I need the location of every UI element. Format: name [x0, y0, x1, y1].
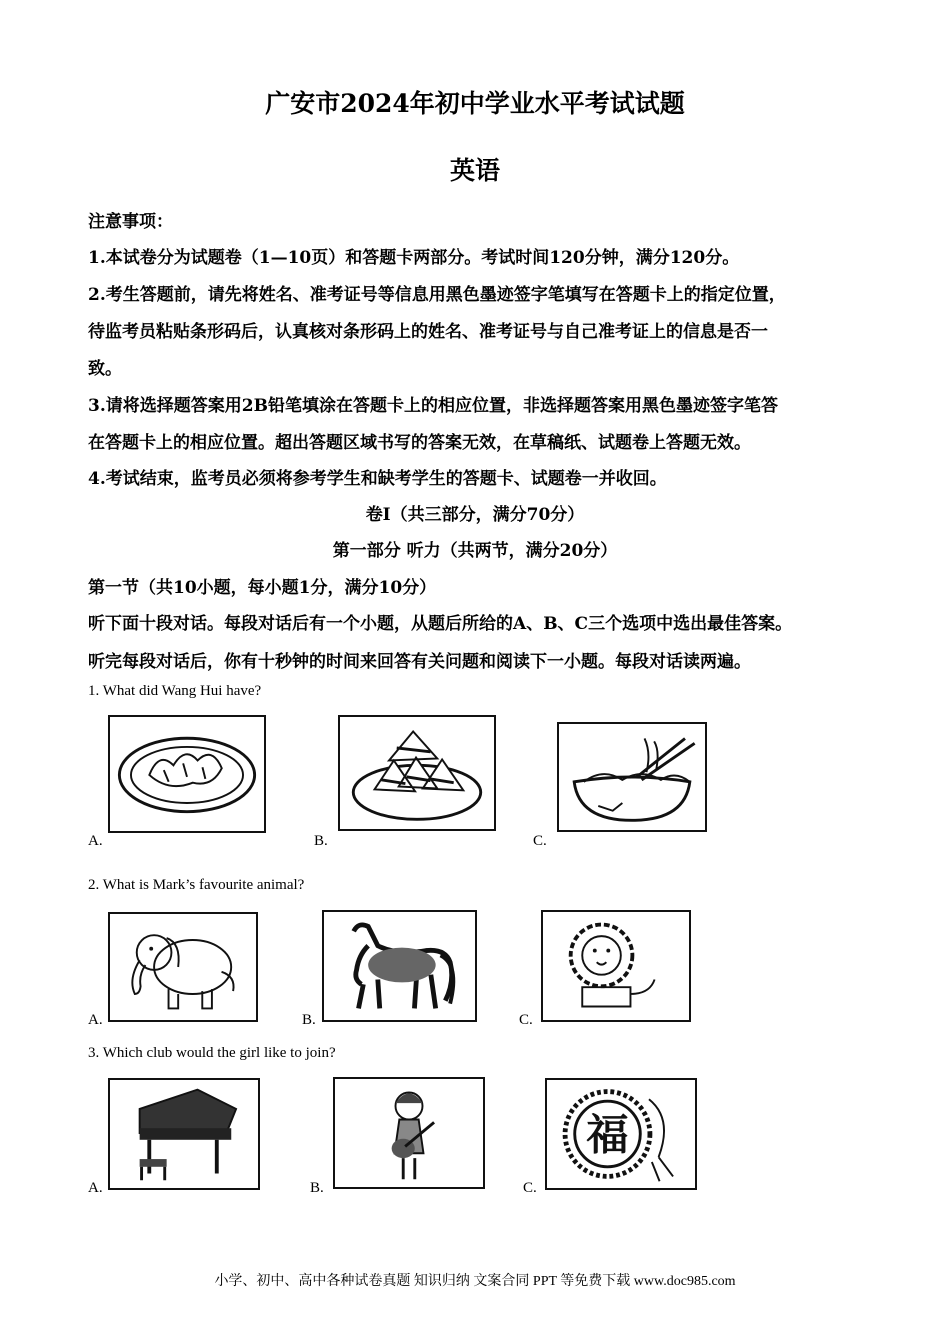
volume-heading: 卷Ⅰ（共三部分，满分70分）	[365, 505, 585, 525]
horse-icon	[322, 910, 477, 1022]
notice-line: 在答题卡上的相应位置。超出答题区域书写的答案无效，在草稿纸、试题卷上答题无效。	[88, 433, 751, 453]
option-label: B.	[314, 833, 328, 849]
svg-text:福: 福	[586, 1111, 629, 1161]
option-label: B.	[310, 1180, 324, 1196]
notice-line: 致。	[88, 359, 122, 379]
notice-line: 待监考员粘贴条形码后，认真核对条形码上的姓名、准考证号与自己准考证上的信息是否一	[88, 322, 768, 342]
notice-line: 3.请将选择题答案用2B铅笔填涂在答题卡上的相应位置，非选择题答案用黑色墨迹签字笔答	[88, 396, 778, 416]
instruction-line: 听完每段对话后，你有十秒钟的时间来回答有关问题和阅读下一小题。每段对话读两遍。	[88, 652, 751, 672]
guitar-girl-icon	[333, 1077, 485, 1189]
question-2: 2. What is Mark’s favourite animal?	[88, 877, 305, 893]
part-heading: 第一部分 听力（共两节，满分20分）	[332, 541, 618, 561]
notice-line: 2.考生答题前，请先将姓名、准考证号等信息用黑色墨迹签字笔填写在答题卡上的指定位置，	[88, 285, 786, 305]
section-heading: 第一节（共10小题，每小题1分，满分10分）	[88, 578, 437, 598]
option-label: A.	[88, 1012, 103, 1028]
zongzi-icon	[338, 715, 496, 831]
noodles-icon	[557, 722, 707, 832]
question-1: 1. What did Wang Hui have?	[88, 683, 262, 699]
page-footer: 小学、初中、高中各种试卷真题 知识归纳 文案合同 PPT 等免费下载 www.doc985.com	[214, 1274, 736, 1289]
elephant-icon	[108, 912, 258, 1022]
option-label: C.	[523, 1180, 537, 1196]
option-label: C.	[533, 833, 547, 849]
option-label: B.	[302, 1012, 316, 1028]
exam-title: 广安市2024年初中学业水平考试试题	[265, 89, 685, 118]
notice-heading: 注意事项：	[88, 212, 173, 232]
lion-icon	[541, 910, 691, 1022]
instruction-line: 听下面十段对话。每段对话后有一个小题，从题后所给的A、B、C三个选项中选出最佳答案。	[88, 614, 793, 634]
option-label: A.	[88, 833, 103, 849]
paper-cutting-icon	[545, 1078, 697, 1190]
notice-line: 1.本试卷分为试题卷（1—10页）和答题卡两部分。考试时间120分钟，满分120分。	[88, 248, 740, 268]
subject-title: 英语	[449, 156, 500, 185]
piano-icon	[108, 1078, 260, 1190]
question-3: 3. Which club would the girl like to join?	[88, 1045, 336, 1061]
option-label: A.	[88, 1180, 103, 1196]
notice-line: 4.考试结束，监考员必须将参考学生和缺考学生的答题卡、试题卷一并收回。	[88, 469, 667, 489]
dumplings-icon	[108, 715, 266, 833]
option-label: C.	[519, 1012, 533, 1028]
